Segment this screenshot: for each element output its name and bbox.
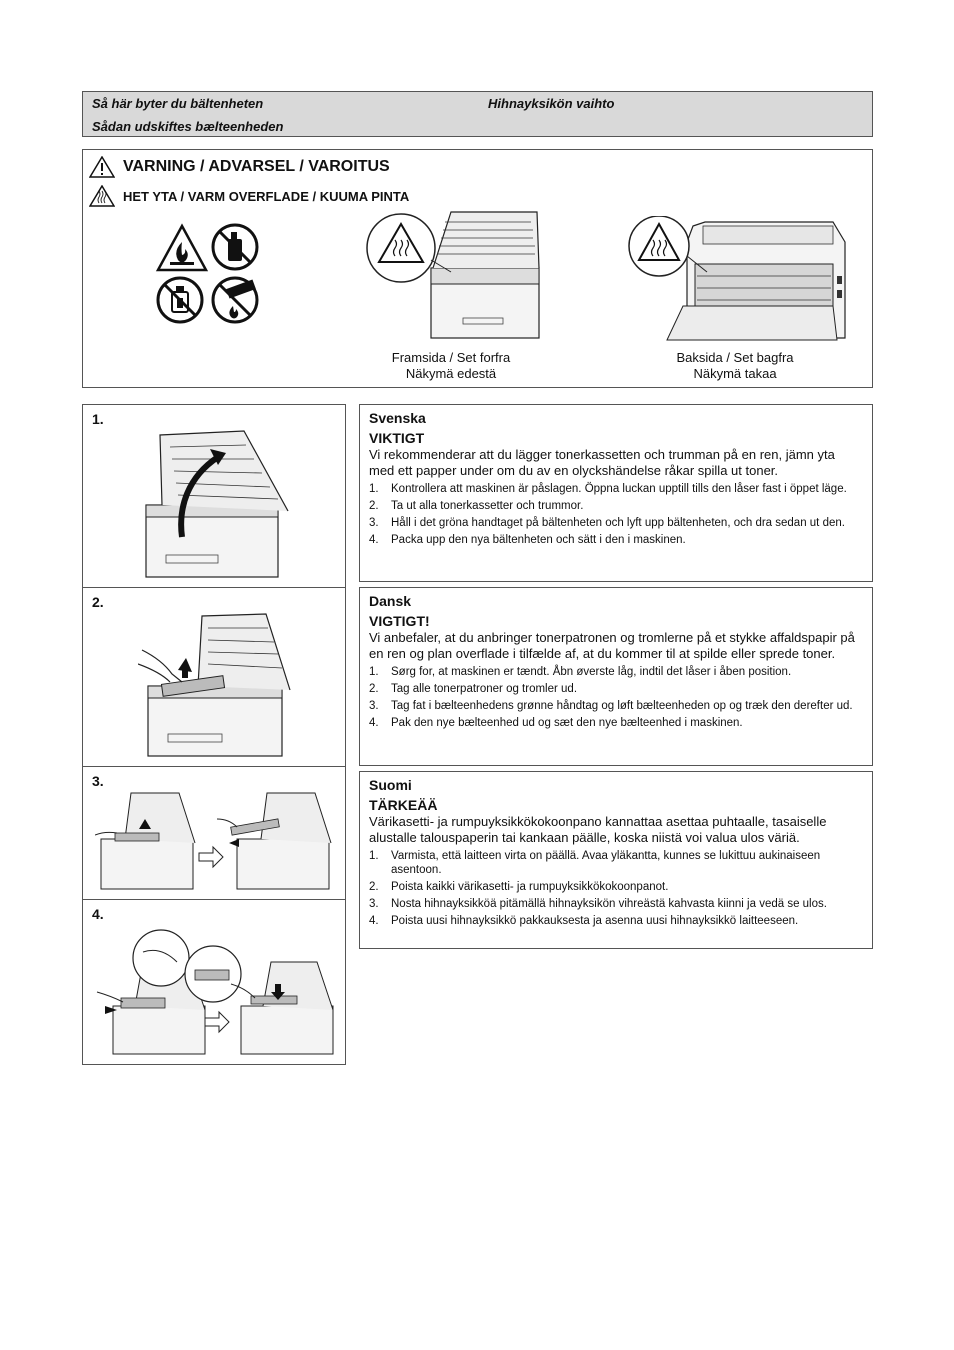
list-item: 4. Poista uusi hihnayksikkö pakkauksesta ja asenna uusi hihnayksikkö laitteeseen.: [369, 915, 799, 927]
step-illustrations: [82, 404, 346, 1065]
section-finnish: [359, 771, 873, 949]
step-4-illustration: [95, 922, 339, 1058]
step-4: [83, 900, 345, 1064]
title-swedish: Så här byter du bältenheten: [92, 96, 264, 111]
warning-triangle-icon: [89, 156, 115, 178]
list-item: 4. Pak den nye bælteenhed ud og sæt den nye bælteenhed i maskinen.: [369, 717, 743, 729]
section-swedish: [359, 404, 873, 582]
list-item: 4. Packa upp den nya bältenheten och sätt i den i maskinen.: [369, 534, 686, 546]
instruction-list: [369, 482, 863, 547]
header-title-bar: [82, 91, 873, 137]
hot-surface-heading: [89, 185, 409, 207]
warning-title: VARNING / ADVARSEL / VAROITUS: [123, 158, 390, 175]
hot-surface-icon: [89, 185, 115, 207]
back-view-caption: Baksida / Set bagfra Näkymä takaa: [676, 350, 794, 381]
step-1: [83, 405, 345, 588]
step-3: [83, 767, 345, 900]
step-number: 3.: [92, 773, 104, 789]
front-view-caption: Framsida / Set forfra Näkymä edestä: [391, 350, 511, 381]
important-heading: VIGTIGT!: [369, 613, 430, 629]
list-item: 3. Nosta hihnayksikköä pitämällä hihnayksikön vihreästä kahvasta kiinni ja vedä se ulos.: [369, 898, 827, 910]
step-2: [83, 588, 345, 767]
language-name: Suomi: [369, 777, 412, 793]
hot-surface-title: HET YTA / VARM OVERFLADE / KUUMA PINTA: [123, 188, 410, 204]
warning-box: [82, 149, 873, 388]
list-item: 2. Ta ut alla tonerkassetter och trummor.: [369, 500, 584, 512]
list-item: 2. Tag alle tonerpatroner og tromler ud.: [369, 683, 578, 695]
intro-text: Vi rekommenderar att du lägger tonerkassetten och trumman på en ren, jämn yta med ett papper under om du av en olyckshändelse råkar spilla ut toner.: [369, 447, 835, 478]
intro-text: Värikasetti- ja rumpuyksikkökokoonpano kannattaa asettaa puhtaalle, tasaiselle alustalle talouspaperin tai kankaan päälle, koska niistä voi valua ulos väriä.: [369, 814, 827, 845]
warning-heading: [89, 156, 390, 178]
language-name: Dansk: [369, 593, 412, 609]
front-view-illustration: [363, 210, 543, 342]
list-item: 1. Sørg for, at maskinen er tændt. Åbn øverste låg, indtil det låser i åben position.: [369, 666, 792, 678]
back-view-illustration: [623, 216, 853, 342]
title-finnish: Hihnayksikön vaihto: [488, 96, 615, 111]
list-item: 2. Poista kaikki värikasetti- ja rumpuyksikkökokoonpanot.: [369, 881, 669, 893]
step-1-illustration: [138, 427, 298, 579]
list-item: 3. Tag fat i bælteenhedens grønne håndtag og løft bælteenheden op og træk den derefter ud.: [369, 700, 853, 712]
step-3-illustration: [95, 789, 339, 893]
title-danish: Sådan udskiftes bælteenheden: [92, 119, 284, 134]
list-item: 1. Varmista, että laitteen virta on päällä. Avaa yläkantta, kunnes se lukittuu aukinaiseen asentoon.: [369, 850, 821, 876]
step-2-illustration: [138, 610, 298, 760]
step-number: 2.: [92, 594, 104, 610]
important-heading: VIKTIGT: [369, 430, 425, 446]
list-item: 1. Kontrollera att maskinen är påslagen. Öppna luckan upptill tills den låser fast i öppet läge.: [369, 483, 847, 495]
intro-text: Vi anbefaler, at du anbringer tonerpatronen og tromlerne på et stykke affaldspapir på en ren og plan overflade i tilfælde af, at du kommer til at spilde eller sprede toner.: [369, 630, 855, 661]
instruction-list: [369, 665, 863, 730]
list-item: 3. Håll i det gröna handtaget på bältenheten och lyft upp bältenheten, och dra sedan ut den.: [369, 517, 845, 529]
important-heading: TÄRKEÄÄ: [369, 797, 438, 813]
step-number: 4.: [92, 906, 104, 922]
section-danish: [359, 587, 873, 766]
step-number: 1.: [92, 411, 104, 427]
language-name: Svenska: [369, 410, 426, 426]
safety-symbols-icon: [155, 222, 265, 328]
instruction-list: [369, 849, 863, 928]
